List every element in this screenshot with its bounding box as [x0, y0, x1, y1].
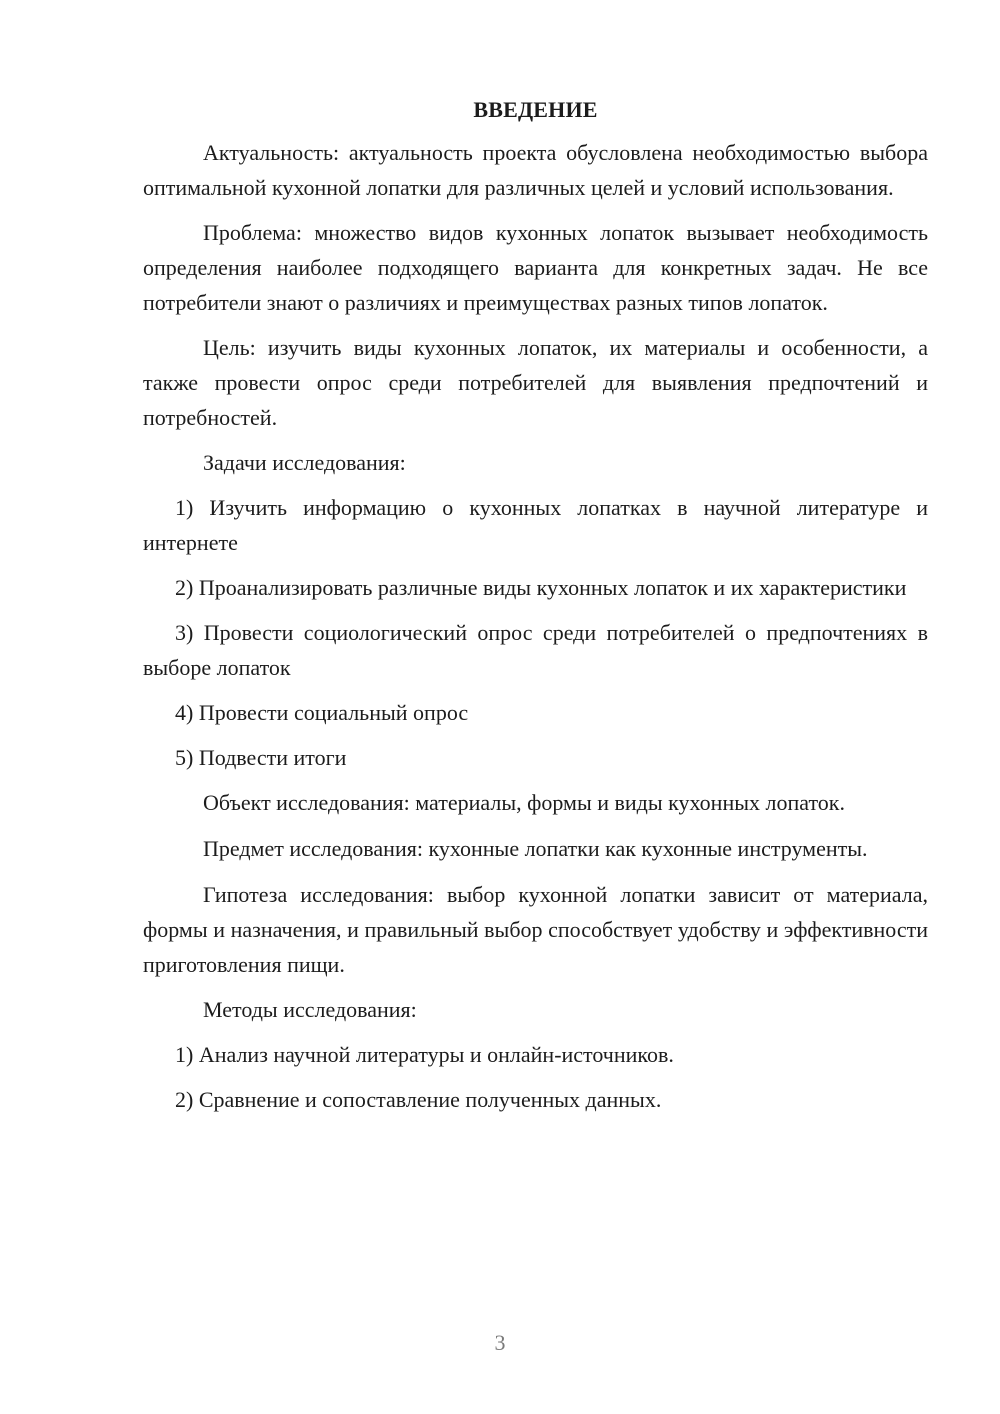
hypothesis-paragraph: Гипотеза исследования: выбор кухонной лопатки зависит от материала, формы и назначения, и правильный выбор способствует удобству и эффективности приготовления пищи.: [143, 882, 928, 977]
task-item: 2) Проанализировать различные виды кухонных лопаток и их характеристики: [175, 575, 907, 600]
tasks-heading: Задачи исследования:: [203, 450, 406, 475]
task-item: 4) Провести социальный опрос: [175, 700, 469, 725]
subject-paragraph: Предмет исследования: кухонные лопатки как кухонные инструменты.: [203, 836, 868, 861]
methods-heading: Методы исследования:: [203, 997, 417, 1022]
task-item: 5) Подвести итоги: [175, 745, 347, 770]
method-item: 2) Сравнение и сопоставление полученных данных.: [175, 1087, 662, 1112]
task-item: 3) Провести социологический опрос среди потребителей о предпочтениях в выборе лопаток: [143, 620, 928, 680]
document-page: [143, 95, 928, 1127]
method-item: 1) Анализ научной литературы и онлайн-источников.: [175, 1042, 674, 1067]
relevance-paragraph: Актуальность: актуальность проекта обусловлена необходимостью выбора оптимальной кухонной лопатки для различных целей и условий использования.: [143, 140, 928, 200]
object-paragraph: Объект исследования: материалы, формы и виды кухонных лопаток.: [203, 790, 845, 815]
task-item: 1) Изучить информацию о кухонных лопатках в научной литературе и интернете: [143, 495, 928, 555]
goal-paragraph: Цель: изучить виды кухонных лопаток, их материалы и особенности, а также провести опрос среди потребителей для выявления предпочтений и потребностей.: [143, 335, 928, 430]
page-number: 3: [494, 1330, 506, 1355]
page-title: ВВЕДЕНИЕ: [473, 97, 598, 122]
problem-paragraph: Проблема: множество видов кухонных лопаток вызывает необходимость определения наиболее подходящего варианта для конкретных задач. Не все потребители знают о различиях и преимуществах разных типов лопаток.: [143, 220, 928, 315]
